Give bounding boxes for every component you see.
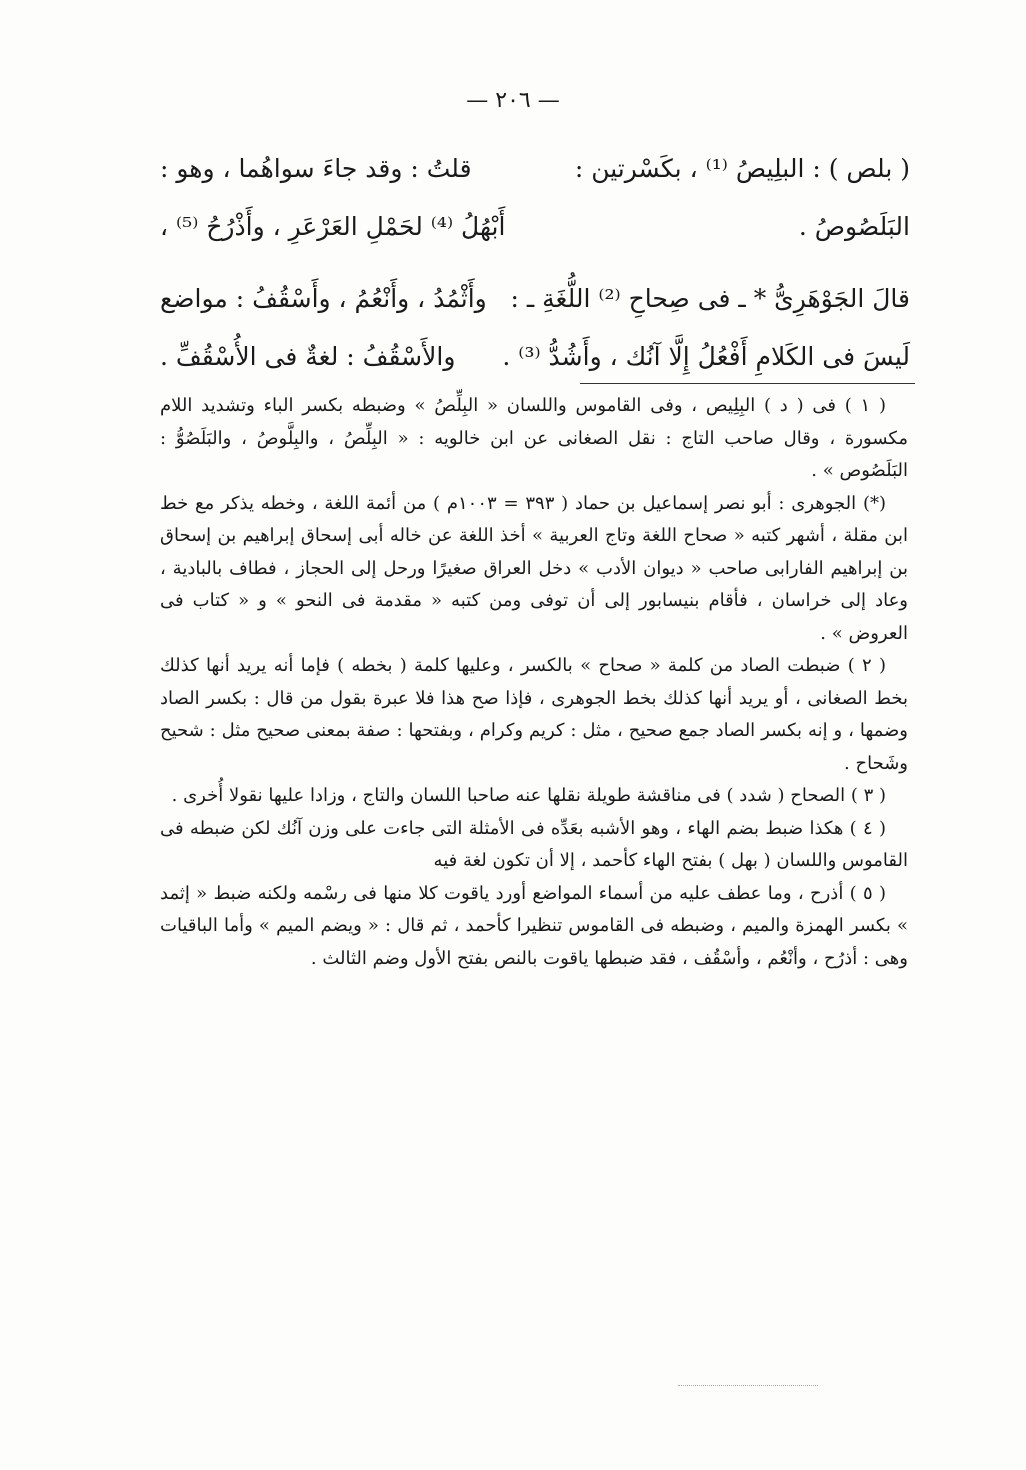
left-hemistich: والأَسْقُفُ : لغةٌ فى الأُسْقُفِّ . [160, 342, 456, 371]
verse-line [160, 328, 910, 386]
page-number: — ٢٠٦ — [466, 88, 560, 113]
verse-line [160, 140, 910, 198]
scan-artifact [678, 1385, 818, 1390]
verse-line [160, 198, 910, 256]
left-hemistich: قلتُ : وقد جاءَ سواهُما ، وهو : [160, 154, 472, 183]
verse-block [160, 140, 910, 386]
right-hemistich: ( بلص ) : البلِيصُ ⁽¹⁾ ، بكَسْرتين : [574, 154, 910, 183]
footnote-4: ( ٤ ) هكذا ضبط بضم الهاء ، وهو الأشبه بعَدِّه فى الأمثلة التى جاءت على وزن آنُك لكن ضبطه فى القاموس واللسان ( بهل ) بفتح الهاء كأحمد ، إلا أن تكون لغة فيه [160, 817, 908, 871]
left-hemistich: أَبْهُلُ ⁽⁴⁾ لحَمْلِ العَرْعَرِ ، وأَذْرُحُ ⁽⁵⁾ ، [160, 212, 506, 241]
verse-line [160, 270, 910, 328]
right-hemistich: لَيسَ فى الكَلامِ أَفْعُلُ إِلَّا آنُك ، وأَشُدُّ ⁽³⁾ . [502, 342, 910, 371]
footnote-1: ( ١ ) فى ( د ) البِلِيص ، وفى القاموس واللسان « البِلِّصُ » وضبطه بكسر الباء وتشديد اللام مكسورة ، وقال صاحب التاج : نقل الصغانى عن ابن خالويه : « البِلِّصُ ، والبِلَّوصُ ، والبَلَصُوُّ : البَلَصُوص » . [160, 395, 908, 481]
footnote-jawhari: (*) الجوهرى : أبو نصر إسماعيل بن حماد ( ٣٩٣ = ١٠٠٣م ) من أئمة اللغة ، وخطه يذكر مع خط ابن مقلة ، أشهر كتبه « صحاح اللغة وتاج العربية » أخذ اللغة عن خاله أبى إسحاق إبراهيم بن إسحاق بن إبراهيم الفارابى صاحب « ديوان الأدب » دخل العراق صغيرًا ورحل إلى الحجاز ، فطاف بالبادية ، وعاد إلى خراسان ، فأقام بنيسابور إلى أن توفى ومن كتبه « مقدمة فى النحو » و « كتاب فى العروض » . [160, 492, 908, 644]
footnote-separator [580, 383, 915, 384]
footnote-2: ( ٢ ) ضبطت الصاد من كلمة « صحاح » بالكسر ، وعليها كلمة ( بخطه ) فإما أنه يريد أنها كذلك بخط الصغانى ، أو يريد أنها كذلك بخط الجوهرى ، فإذا صح هذا فلا عبرة بقول من قال : بكسر الصاد وضمها ، و إنه بكسر الصاد جمع صحيح ، مثل : كريم وكرام ، وبفتحها : صفة بمعنى صحيح مثل : شحيح وشَحاح . [160, 655, 908, 774]
footnotes [160, 390, 908, 975]
footnote-3: ( ٣ ) الصحاح ( شدد ) فى مناقشة طويلة نقلها عنه صاحبا اللسان والتاج ، وزادا عليها نقولا أُخرى . [171, 785, 886, 806]
right-hemistich: قالَ الجَوْهَرِىُّ * ـ فى صِحاحِ ⁽²⁾ اللُّغَةِ ـ : [510, 284, 910, 313]
left-hemistich: وأَثْمُدُ ، وأَنْعُمُ ، وأَسْقُفُ : مواضع [160, 284, 487, 313]
footnote-5: ( ٥ ) أذرح ، وما عطف عليه من أسماء المواضع أورد ياقوت كلا منها فى رسْمه ولكنه ضبط « إثمد » بكسر الهمزة والميم ، وضبطه فى القاموس تنظيرا كأحمد ، ثم قال : « ويضم الميم » وأما الباقيات وهى : أذرُح ، وأنْعُم ، وأسْقُف ، فقد ضبطها ياقوت بالنص بفتح الأول وضم الثالث . [160, 882, 908, 969]
right-hemistich: البَلَصُوصُ . [798, 212, 910, 241]
